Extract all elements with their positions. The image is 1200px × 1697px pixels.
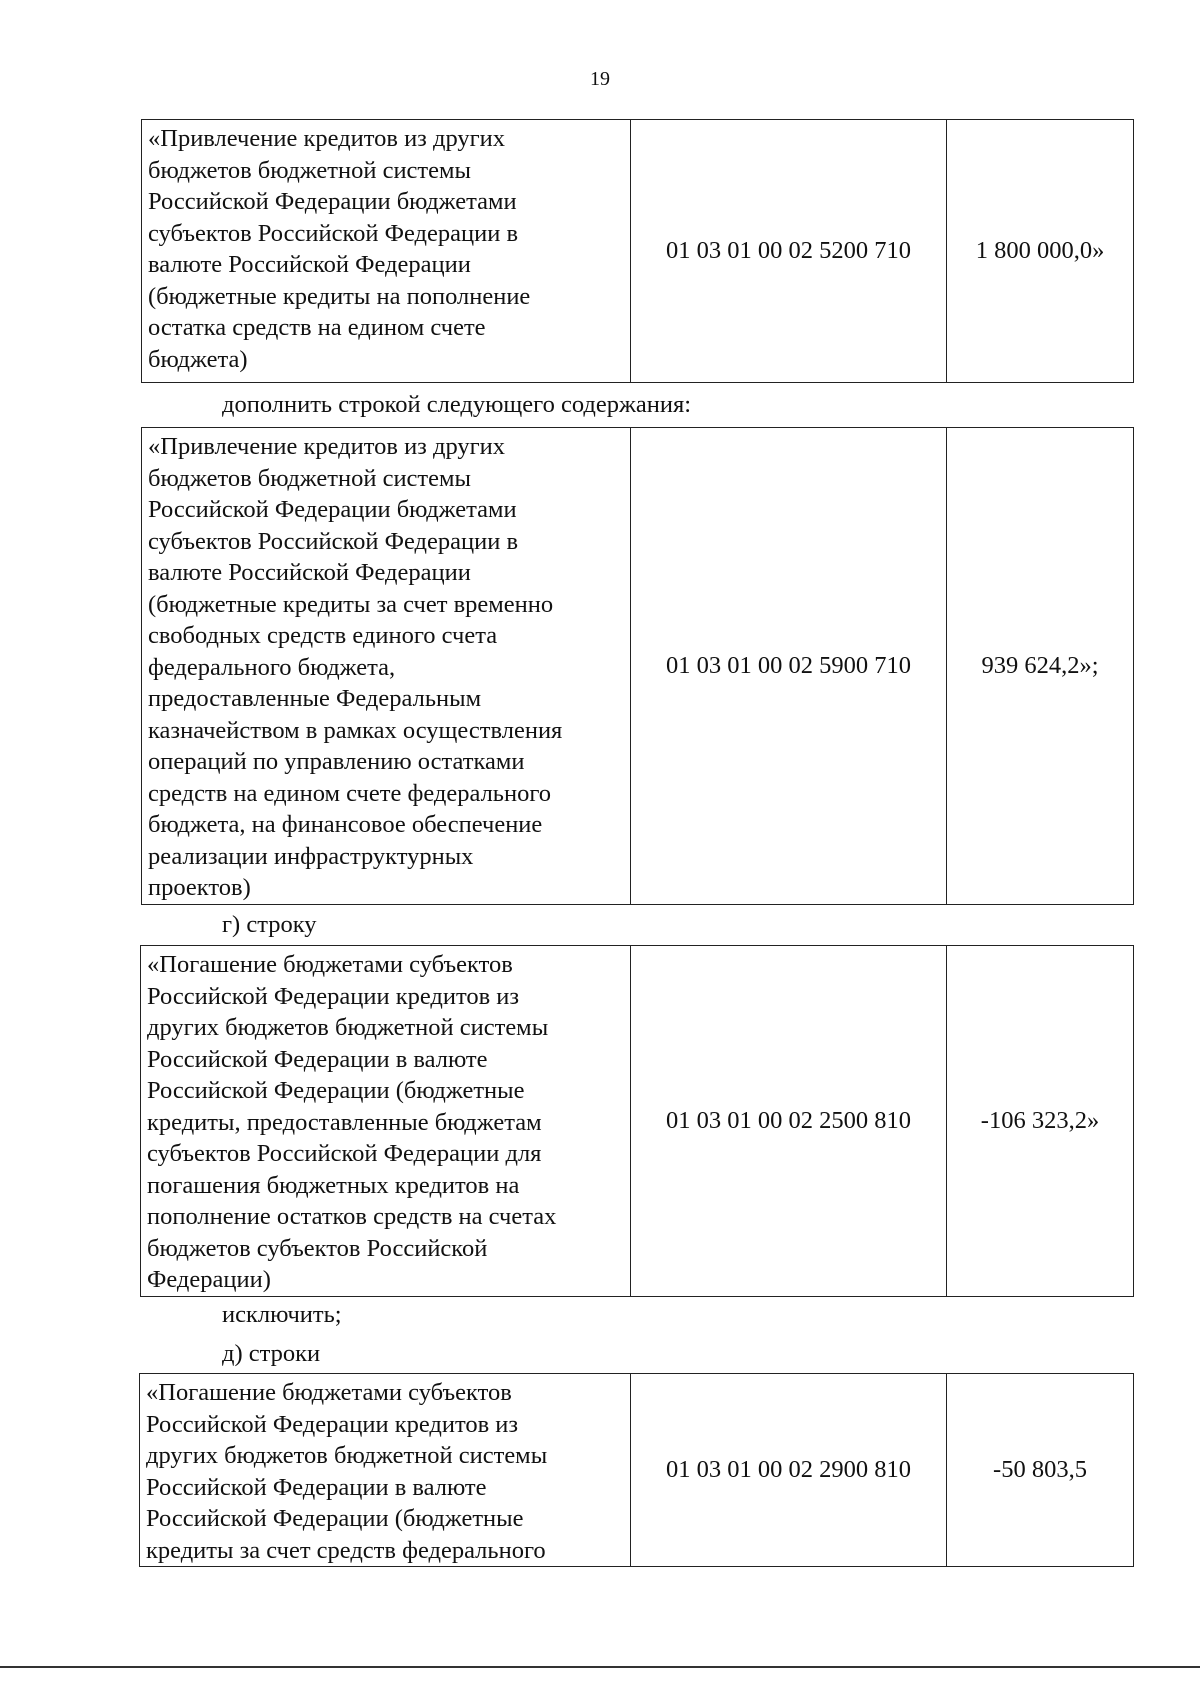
row-amount: 1 800 000,0» (947, 120, 1134, 383)
budget-table-2 (141, 427, 1134, 905)
paragraph-add-row: дополнить строкой следующего содержания: (222, 391, 692, 418)
row-code: 01 03 01 00 02 5900 710 (631, 428, 947, 905)
budget-table-3 (140, 945, 1134, 1297)
table-row (142, 428, 1134, 905)
row-description: «Погашение бюджетами субъектов Российской Федерации кредитов из других бюджетов бюджетной системы Российской Федерации в валюте Российской Федерации (бюджетные кредиты, предоставленные бюджетам субъектов Российской Федерации для погашения бюджетных кредитов на пополнение остатков средств на счетах бюджетов субъектов Российской Федерации) (141, 946, 631, 1297)
row-description: «Привлечение кредитов из других бюджетов бюджетной системы Российской Федерации бюджетами субъектов Российской Федерации в валюте Российской Федерации (бюджетные кредиты на пополнение остатка средств на едином счете бюджета) (142, 120, 631, 383)
page-bottom-rule (0, 1666, 1200, 1668)
row-description: «Погашение бюджетами субъектов Российской Федерации кредитов из других бюджетов бюджетной системы Российской Федерации в валюте Российской Федерации (бюджетные кредиты за счет средств федерального (140, 1374, 631, 1567)
page-number: 19 (590, 68, 610, 90)
row-code: 01 03 01 00 02 2500 810 (631, 946, 947, 1297)
row-code: 01 03 01 00 02 5200 710 (631, 120, 947, 383)
budget-table-4 (139, 1373, 1134, 1567)
row-description: «Привлечение кредитов из других бюджетов бюджетной системы Российской Федерации бюджетами субъектов Российской Федерации в валюте Российской Федерации (бюджетные кредиты за счет временно свободных средств единого счета федерального бюджета, предоставленные Федеральным казначейством в рамках осуществления операций по управлению остатками средств на едином счете федерального бюджета, на финансовое обеспечение реализации инфраструктурных проектов) (142, 428, 631, 905)
paragraph-item-g: г) строку (222, 911, 317, 938)
paragraph-item-d: д) строки (222, 1340, 321, 1367)
table-row (142, 120, 1134, 383)
budget-table-1 (141, 119, 1134, 383)
row-amount: -50 803,5 (947, 1374, 1134, 1567)
table-row (140, 1374, 1134, 1567)
row-amount: -106 323,2» (947, 946, 1134, 1297)
paragraph-exclude: исключить; (222, 1301, 342, 1328)
table-row (141, 946, 1134, 1297)
row-amount: 939 624,2»; (947, 428, 1134, 905)
row-code: 01 03 01 00 02 2900 810 (631, 1374, 947, 1567)
